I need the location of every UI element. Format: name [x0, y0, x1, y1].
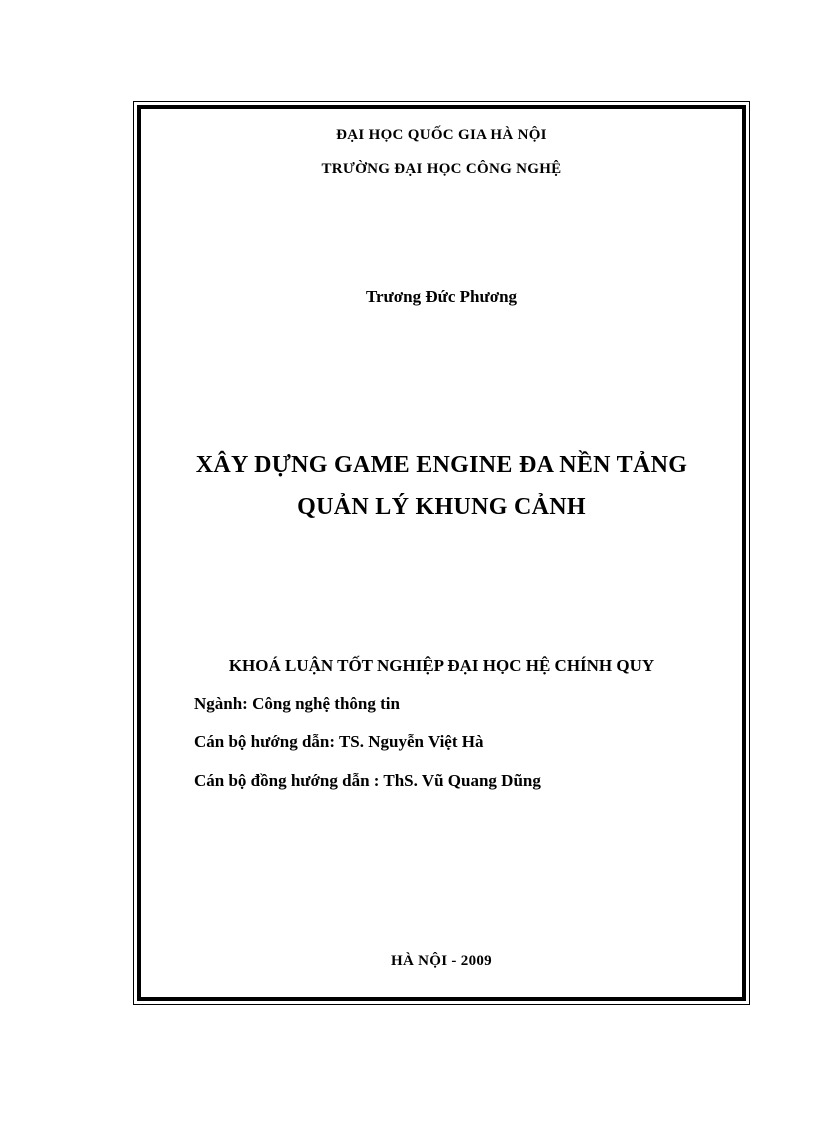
thesis-title-line-2: QUẢN LÝ KHUNG CẢNH: [297, 494, 586, 520]
thesis-title-line-1: XÂY DỰNG GAME ENGINE ĐA NỀN TẢNG: [195, 452, 688, 478]
place-year: HÀ NỘI - 2009: [391, 953, 492, 969]
page-border-inner: [137, 105, 746, 1001]
co-supervisor-line: Cán bộ đồng hướng dẫn : ThS. Vũ Quang Dũng: [194, 771, 541, 790]
supervisor-line: Cán bộ hướng dẫn: TS. Nguyễn Việt Hà: [194, 732, 484, 751]
university-name: ĐẠI HỌC QUỐC GIA HÀ NỘI: [336, 127, 547, 143]
school-name: TRƯỜNG ĐẠI HỌC CÔNG NGHỆ: [321, 161, 562, 177]
major-line: Ngành: Công nghệ thông tin: [194, 694, 400, 713]
author-name: Trương Đức Phương: [365, 287, 518, 306]
thesis-type: KHOÁ LUẬN TỐT NGHIỆP ĐẠI HỌC HỆ CHÍNH QUY: [228, 656, 655, 675]
